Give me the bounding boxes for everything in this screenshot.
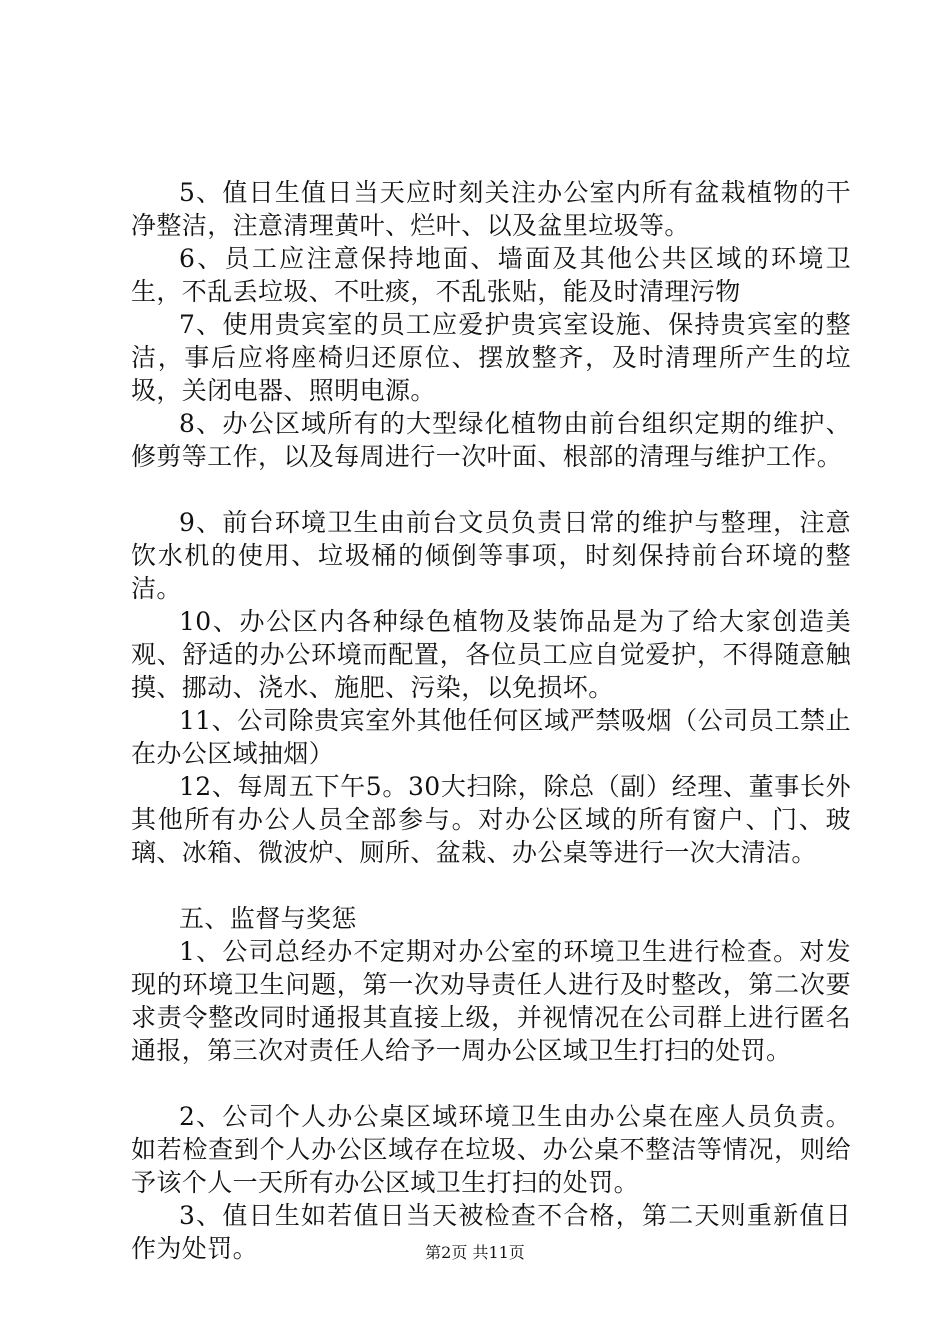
page-footer: 第2页 共11页 (425, 1243, 525, 1262)
paragraph-item-11: 11、公司除贵宾室外其他任何区域严禁吸烟（公司员工禁止在办公区域抽烟） (131, 706, 851, 768)
paragraph-item-10: 10、办公区内各种绿色植物及装饰品是为了给大家创造美观、舒适的办公环境而配置，各位员工应自觉爱护，不得随意触摸、挪动、浇水、施肥、污染，以免损坏。 (131, 607, 851, 702)
spacer (131, 473, 851, 506)
spacer (131, 1067, 851, 1100)
paragraph-item-7: 7、使用贵宾室的员工应爱护贵宾室设施、保持贵宾室的整洁，事后应将座椅归还原位、摆放整齐，及时清理所产生的垃圾，关闭电器、照明电源。 (131, 310, 851, 405)
paragraph-supervision-3: 3、值日生如若值日当天被检查不合格，第二天则重新值日作为处罚。 (131, 1201, 851, 1263)
spacer (131, 869, 851, 902)
paragraph-item-6: 6、员工应注意保持地面、墙面及其他公共区域的环境卫生，不乱丢垃圾、不吐痰，不乱张贴，能及时清理污物 (131, 244, 851, 306)
paragraph-item-12: 12、每周五下午5。30大扫除，除总（副）经理、董事长外其他所有办公人员全部参与。对办公区域的所有窗户、门、玻璃、冰箱、微波炉、厕所、盆栽、办公桌等进行一次大清洁。 (131, 772, 851, 867)
paragraph-supervision-1: 1、公司总经办不定期对办公室的环境卫生进行检查。对发现的环境卫生问题，第一次劝导责任人进行及时整改，第二次要求责令整改同时通报其直接上级，并视情况在公司群上进行匿名通报，第三次对责任人给予一周办公区域卫生打扫的处罚。 (131, 937, 851, 1065)
section-heading-supervision: 五、监督与奖惩 (179, 904, 357, 933)
paragraph-supervision-2: 2、公司个人办公桌区域环境卫生由办公桌在座人员负责。如若检查到个人办公区域存在垃圾、办公桌不整洁等情况，则给予该个人一天所有办公区域卫生打扫的处罚。 (131, 1102, 851, 1197)
paragraph-item-8: 8、办公区域所有的大型绿化植物由前台组织定期的维护、修剪等工作，以及每周进行一次叶面、根部的清理与维护工作。 (131, 409, 851, 471)
paragraph-item-5: 5、值日生值日当天应时刻关注办公室内所有盆栽植物的干净整洁，注意清理黄叶、烂叶、以及盆里垃圾等。 (131, 178, 851, 240)
paragraph-item-9: 9、前台环境卫生由前台文员负责日常的维护与整理，注意饮水机的使用、垃圾桶的倾倒等事项，时刻保持前台环境的整洁。 (131, 508, 851, 603)
document-body (131, 176, 851, 1265)
